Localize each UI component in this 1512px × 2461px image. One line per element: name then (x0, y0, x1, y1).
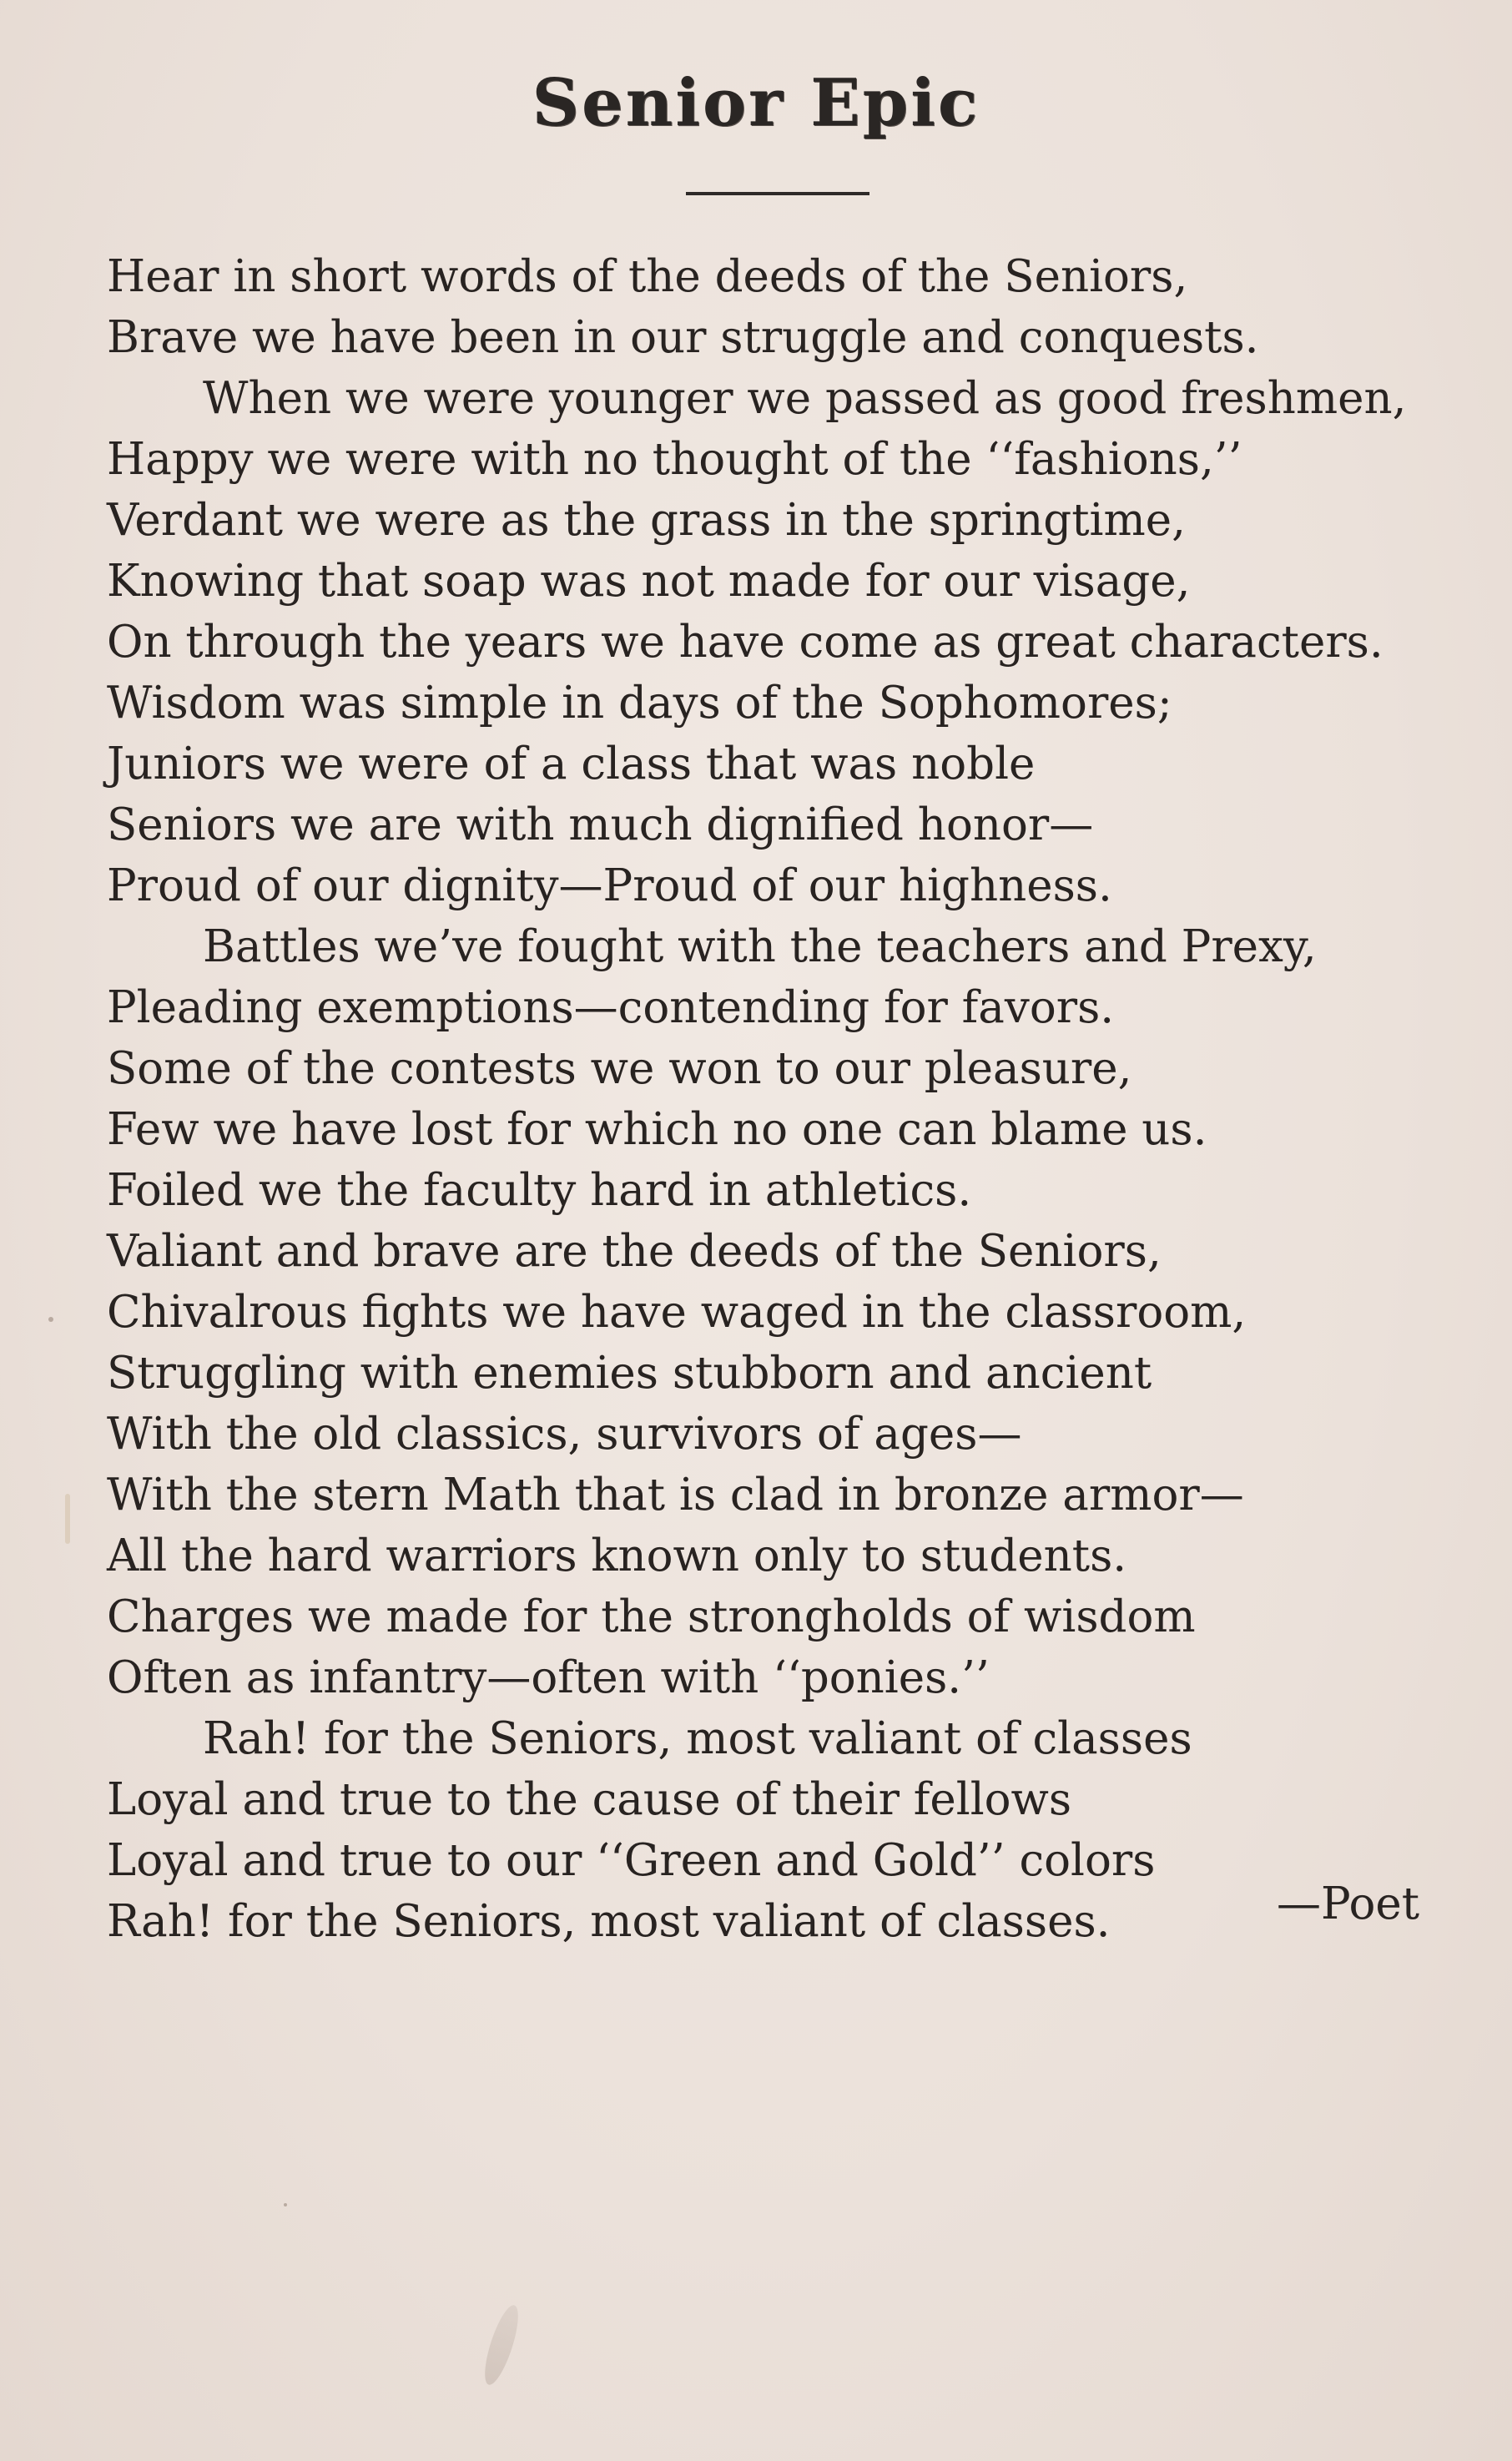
poem-line: Knowing that soap was not made for our visage, (107, 556, 1191, 607)
poem-title: Senior Epic (532, 65, 980, 141)
poem-line: Loyal and true to the cause of their fellows (107, 1774, 1072, 1825)
poem-line: Valiant and brave are the deeds of the Seniors, (107, 1226, 1162, 1277)
poem-line: Proud of our dignity—Proud of our highness. (107, 860, 1112, 911)
paper-speck (284, 2203, 287, 2206)
poem-line: Often as infantry—often with ‘‘ponies.’’ (107, 1652, 990, 1703)
poem-line: Rah! for the Seniors, most valiant of classes. (107, 1896, 1111, 1947)
paper-speck (48, 1317, 53, 1322)
poem-line: Struggling with enemies stubborn and ancient (107, 1348, 1152, 1399)
poem-line: With the old classics, survivors of ages— (107, 1409, 1022, 1460)
poem-line: When we were younger we passed as good freshmen, (203, 373, 1407, 424)
poem-line: Charges we made for the strongholds of wisdom (107, 1591, 1196, 1642)
poem-line: Brave we have been in our struggle and conquests. (107, 312, 1259, 363)
poem-body (107, 246, 1425, 1952)
poem-line: Few we have lost for which no one can blame us. (107, 1104, 1207, 1155)
poem-line: Chivalrous fights we have waged in the classroom, (107, 1287, 1247, 1338)
paper-smudge (478, 2302, 525, 2388)
poem-line: Foiled we the faculty hard in athletics. (107, 1165, 972, 1216)
poem-line: Some of the contests we won to our pleasure, (107, 1043, 1132, 1094)
poem-line: On through the years we have come as great characters. (107, 617, 1383, 668)
poem-line: Rah! for the Seniors, most valiant of classes (203, 1713, 1192, 1764)
poem-line: Pleading exemptions—contending for favors. (107, 982, 1115, 1033)
paper-edge-mark (65, 1494, 70, 1544)
poem-line: With the stern Math that is clad in bronze armor— (107, 1470, 1244, 1520)
poem-line: Seniors we are with much dignified honor— (107, 799, 1094, 850)
title-divider (686, 192, 869, 195)
poem-line: Hear in short words of the deeds of the Seniors, (107, 251, 1188, 302)
poem-line: Battles we’ve fought with the teachers and Prexy, (203, 921, 1317, 972)
poem-line: Wisdom was simple in days of the Sophomores; (107, 678, 1172, 729)
poem-line: Juniors we were of a class that was noble (107, 739, 1036, 789)
poem-line: Verdant we were as the grass in the springtime, (107, 495, 1186, 546)
poem-line: Happy we were with no thought of the ‘‘fashions,’’ (107, 434, 1242, 485)
poem-line: All the hard warriors known only to students. (107, 1531, 1127, 1581)
poem-line: Loyal and true to our ‘‘Green and Gold’’ colors (107, 1835, 1156, 1886)
poem-signature: —Poet (1277, 1879, 1420, 1929)
